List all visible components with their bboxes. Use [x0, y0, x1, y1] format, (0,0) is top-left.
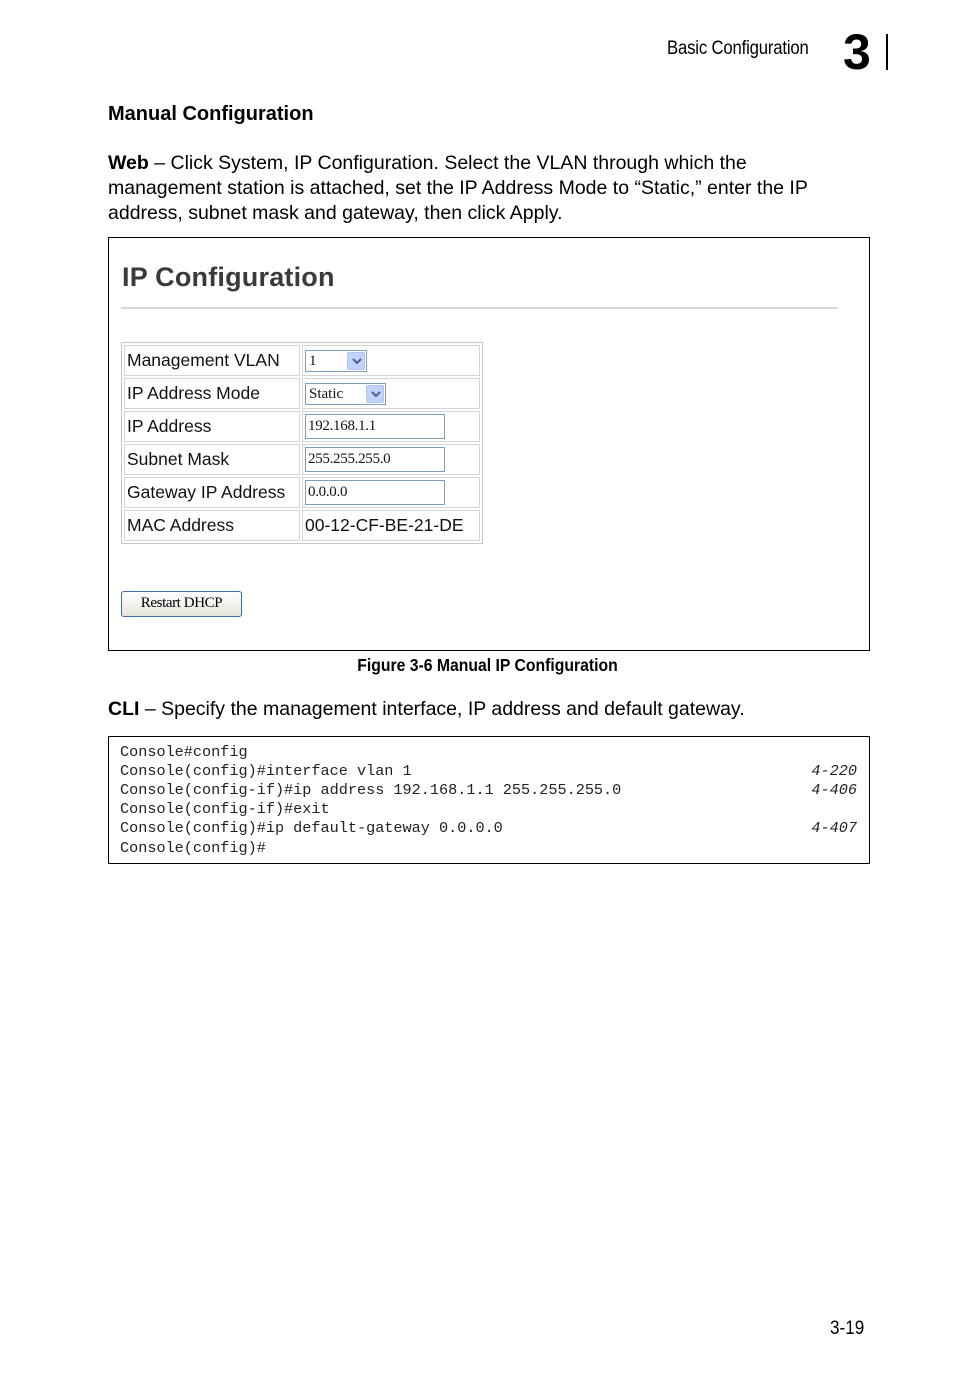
- chevron-down-icon: [347, 352, 365, 370]
- code-line: [120, 839, 857, 858]
- code-command: Console(config)#ip default-gateway 0.0.0.0: [120, 819, 503, 837]
- restart-dhcp-button[interactable]: Restart DHCP: [121, 591, 242, 617]
- chapter-number: 3: [843, 24, 869, 80]
- code-line: [120, 781, 857, 800]
- code-command: Console(config)#: [120, 839, 266, 857]
- cli-lead: CLI: [108, 698, 140, 720]
- chapter-divider: [886, 34, 888, 70]
- title-rule: [121, 307, 838, 309]
- web-lead: Web: [108, 152, 149, 174]
- table-row: [124, 378, 480, 409]
- management-vlan-label: Management VLAN: [124, 345, 300, 376]
- code-command: Console#config: [120, 743, 248, 761]
- section-title: Manual Configuration: [108, 103, 314, 125]
- code-page-ref: 4-406: [811, 781, 857, 799]
- ip-configuration-screenshot: [108, 237, 870, 651]
- code-line: [120, 743, 857, 762]
- mac-address-value: 00-12-CF-BE-21-DE: [302, 510, 480, 541]
- web-paragraph: [108, 151, 858, 226]
- table-row: [124, 411, 480, 442]
- web-text: – Click System, IP Configuration. Select the VLAN through which the management station is attached, set the IP Address Mode to “Static,” enter the IP address, subnet mask and gateway, then click Apply.: [108, 152, 808, 224]
- table-row: [124, 444, 480, 475]
- subnet-mask-input[interactable]: 255.255.255.0: [305, 447, 445, 472]
- subnet-mask-label: Subnet Mask: [124, 444, 300, 475]
- table-row: [124, 345, 480, 376]
- page-number: 3-19: [830, 1318, 865, 1339]
- code-line: [120, 800, 857, 819]
- code-page-ref: 4-407: [811, 819, 857, 837]
- ip-address-label: IP Address: [124, 411, 300, 442]
- management-vlan-value: 1: [309, 352, 317, 369]
- ip-config-table: [121, 342, 483, 544]
- cli-text: – Specify the management interface, IP address and default gateway.: [139, 698, 745, 720]
- mac-address-label: MAC Address: [124, 510, 300, 541]
- gateway-ip-label: Gateway IP Address: [124, 477, 300, 508]
- figure-caption: Figure 3-6 Manual IP Configuration: [357, 655, 618, 675]
- ip-address-input[interactable]: 192.168.1.1: [305, 414, 445, 439]
- code-line: [120, 819, 857, 838]
- table-row: [124, 510, 480, 541]
- ip-address-mode-label: IP Address Mode: [124, 378, 300, 409]
- ip-address-mode-select[interactable]: [305, 383, 386, 405]
- code-command: Console(config-if)#exit: [120, 800, 330, 818]
- code-command: Console(config)#interface vlan 1: [120, 762, 412, 780]
- table-row: [124, 477, 480, 508]
- cli-code-block: [108, 736, 870, 864]
- code-line: [120, 762, 857, 781]
- cli-paragraph: [108, 698, 745, 721]
- ip-config-title: IP Configuration: [122, 262, 335, 292]
- gateway-ip-input[interactable]: 0.0.0.0: [305, 480, 445, 505]
- management-vlan-select[interactable]: [305, 350, 367, 372]
- code-page-ref: 4-220: [811, 762, 857, 780]
- chevron-down-icon: [366, 385, 384, 403]
- code-command: Console(config-if)#ip address 192.168.1.1 255.255.255.0: [120, 781, 622, 799]
- ip-address-mode-value: Static: [309, 385, 344, 402]
- running-header: Basic Configuration: [667, 38, 809, 59]
